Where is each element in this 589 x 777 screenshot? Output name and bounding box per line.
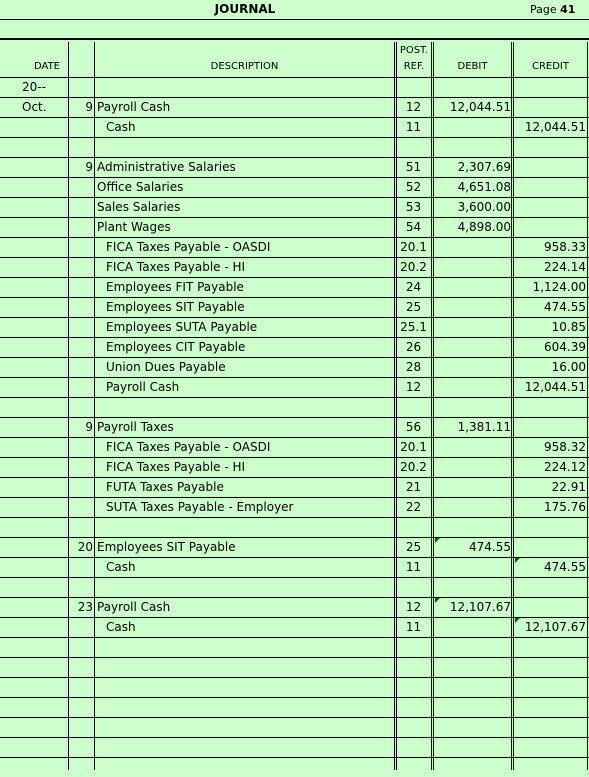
entry-credit: 175.76 bbox=[544, 500, 586, 514]
entry-day: 20 bbox=[77, 540, 93, 554]
journal-row bbox=[0, 137, 589, 157]
journal-row bbox=[0, 357, 589, 377]
header-credit: CREDIT bbox=[531, 61, 569, 72]
entry-description: Union Dues Payable bbox=[106, 360, 226, 374]
entry-description: Payroll Taxes bbox=[97, 420, 174, 434]
journal-row bbox=[0, 717, 589, 737]
entry-description: Employees CIT Payable bbox=[106, 340, 246, 354]
cell-comment-marker bbox=[515, 558, 520, 563]
entry-post-ref: 12 bbox=[405, 380, 422, 394]
journal-row bbox=[0, 757, 589, 777]
entry-description: Payroll Cash bbox=[106, 380, 180, 394]
journal-row bbox=[0, 97, 589, 117]
entry-post-ref: 20.2 bbox=[400, 460, 427, 474]
entry-day: 23 bbox=[77, 600, 93, 614]
entry-credit: 224.12 bbox=[544, 460, 586, 474]
entry-credit: 10.85 bbox=[551, 320, 586, 334]
entry-post-ref: 12 bbox=[405, 100, 422, 114]
entry-post-ref: 11 bbox=[405, 560, 422, 574]
entry-debit: 12,107.67 bbox=[449, 600, 511, 614]
journal-row bbox=[0, 257, 589, 277]
entry-description: FICA Taxes Payable - HI bbox=[106, 460, 246, 474]
entry-credit: 474.55 bbox=[544, 560, 586, 574]
entry-description: Office Salaries bbox=[97, 180, 184, 194]
journal-row bbox=[0, 577, 589, 597]
entry-description: Cash bbox=[106, 120, 136, 134]
cell-comment-marker bbox=[435, 538, 440, 543]
entry-post-ref: 28 bbox=[405, 360, 422, 374]
entry-description: FUTA Taxes Payable bbox=[106, 480, 224, 494]
journal-row bbox=[0, 217, 589, 237]
entry-debit: 12,044.51 bbox=[449, 100, 511, 114]
entry-description: FICA Taxes Payable - OASDI bbox=[106, 440, 271, 454]
journal-row bbox=[0, 397, 589, 417]
entry-post-ref: 26 bbox=[405, 340, 422, 354]
journal-row bbox=[0, 337, 589, 357]
cell-comment-marker bbox=[515, 618, 520, 623]
journal-row bbox=[0, 637, 589, 657]
entry-post-ref: 25 bbox=[405, 540, 422, 554]
entry-description: Plant Wages bbox=[97, 220, 171, 234]
entry-debit: 3,600.00 bbox=[457, 200, 511, 214]
journal-row bbox=[0, 557, 589, 577]
entry-debit: 474.55 bbox=[469, 540, 511, 554]
entry-description: Employees SUTA Payable bbox=[106, 320, 258, 334]
header-date: DATE bbox=[33, 61, 60, 72]
page-indicator bbox=[530, 3, 575, 16]
journal-row bbox=[0, 737, 589, 757]
entry-date: Oct. bbox=[22, 100, 47, 114]
journal-row bbox=[0, 677, 589, 697]
entry-post-ref: 12 bbox=[405, 600, 422, 614]
cell-comment-marker bbox=[435, 598, 440, 603]
entry-credit: 12,044.51 bbox=[524, 380, 586, 394]
header-description: DESCRIPTION bbox=[210, 61, 279, 72]
entry-credit: 12,044.51 bbox=[524, 120, 586, 134]
entry-credit: 958.33 bbox=[544, 240, 586, 254]
entry-description: SUTA Taxes Payable - Employer bbox=[106, 500, 294, 514]
entry-description: Cash bbox=[106, 560, 136, 574]
journal-row bbox=[0, 157, 589, 177]
entry-debit: 1,381.11 bbox=[457, 420, 511, 434]
entry-post-ref: 52 bbox=[405, 180, 422, 194]
entry-credit: 22.91 bbox=[551, 480, 586, 494]
entry-description: FICA Taxes Payable - OASDI bbox=[106, 240, 271, 254]
journal-row bbox=[0, 417, 589, 437]
journal-row bbox=[0, 477, 589, 497]
page-number: 41 bbox=[560, 3, 576, 16]
entry-post-ref: 20.1 bbox=[400, 440, 427, 454]
journal-row bbox=[0, 277, 589, 297]
entry-description: Employees SIT Payable bbox=[106, 300, 245, 314]
journal-row bbox=[0, 77, 589, 97]
entry-post-ref: 20.2 bbox=[400, 260, 427, 274]
entry-description: Employees FIT Payable bbox=[106, 280, 244, 294]
entry-post-ref: 25.1 bbox=[400, 320, 427, 334]
journal-row bbox=[0, 377, 589, 397]
entry-post-ref: 22 bbox=[405, 500, 422, 514]
journal-row bbox=[0, 517, 589, 537]
journal-row bbox=[0, 317, 589, 337]
page-label: Page bbox=[530, 3, 557, 16]
entry-description: FICA Taxes Payable - HI bbox=[106, 260, 246, 274]
journal-row bbox=[0, 237, 589, 257]
journal-row bbox=[0, 297, 589, 317]
journal-rows bbox=[0, 77, 589, 777]
entry-day: 9 bbox=[85, 160, 93, 174]
journal-row bbox=[0, 437, 589, 457]
entry-date: 20-- bbox=[22, 80, 46, 94]
entry-credit: 474.55 bbox=[544, 300, 586, 314]
journal-row bbox=[0, 697, 589, 717]
entry-description: Cash bbox=[106, 620, 136, 634]
journal-row bbox=[0, 537, 589, 557]
journal-row bbox=[0, 197, 589, 217]
journal-title: JOURNAL bbox=[214, 2, 276, 16]
journal-row bbox=[0, 457, 589, 477]
entry-post-ref: 56 bbox=[405, 420, 422, 434]
entry-description: Employees SIT Payable bbox=[97, 540, 236, 554]
entry-post-ref: 25 bbox=[405, 300, 422, 314]
entry-credit: 1,124.00 bbox=[532, 280, 586, 294]
entry-description: Payroll Cash bbox=[97, 100, 171, 114]
entry-debit: 4,898.00 bbox=[457, 220, 511, 234]
entry-post-ref: 24 bbox=[405, 280, 422, 294]
entry-credit: 12,107.67 bbox=[524, 620, 586, 634]
journal-row bbox=[0, 617, 589, 637]
entry-post-ref: 21 bbox=[405, 480, 422, 494]
journal-row bbox=[0, 497, 589, 517]
entry-credit: 16.00 bbox=[551, 360, 586, 374]
entry-post-ref: 53 bbox=[405, 200, 422, 214]
entry-description: Sales Salaries bbox=[97, 200, 181, 214]
entry-description: Administrative Salaries bbox=[97, 160, 236, 174]
entry-post-ref: 11 bbox=[405, 620, 422, 634]
header-post-ref-line2: REF. bbox=[403, 61, 425, 72]
entry-credit: 224.14 bbox=[544, 260, 586, 274]
header-debit: DEBIT bbox=[457, 61, 488, 72]
entry-credit: 604.39 bbox=[544, 340, 586, 354]
entry-description: Payroll Cash bbox=[97, 600, 171, 614]
entry-day: 9 bbox=[85, 420, 93, 434]
journal-row bbox=[0, 117, 589, 137]
title-spacer bbox=[0, 20, 589, 40]
entry-post-ref: 11 bbox=[405, 120, 422, 134]
entry-credit: 958.32 bbox=[544, 440, 586, 454]
journal-row bbox=[0, 657, 589, 677]
title-bar bbox=[0, 0, 589, 20]
entry-post-ref: 54 bbox=[405, 220, 422, 234]
entry-post-ref: 20.1 bbox=[400, 240, 427, 254]
entry-debit: 4,651.08 bbox=[457, 180, 511, 194]
entry-post-ref: 51 bbox=[405, 160, 422, 174]
entry-debit: 2,307.69 bbox=[457, 160, 511, 174]
header-post-ref-line1: POST. bbox=[399, 45, 429, 56]
entry-day: 9 bbox=[85, 100, 93, 114]
journal-row bbox=[0, 597, 589, 617]
journal-row bbox=[0, 177, 589, 197]
